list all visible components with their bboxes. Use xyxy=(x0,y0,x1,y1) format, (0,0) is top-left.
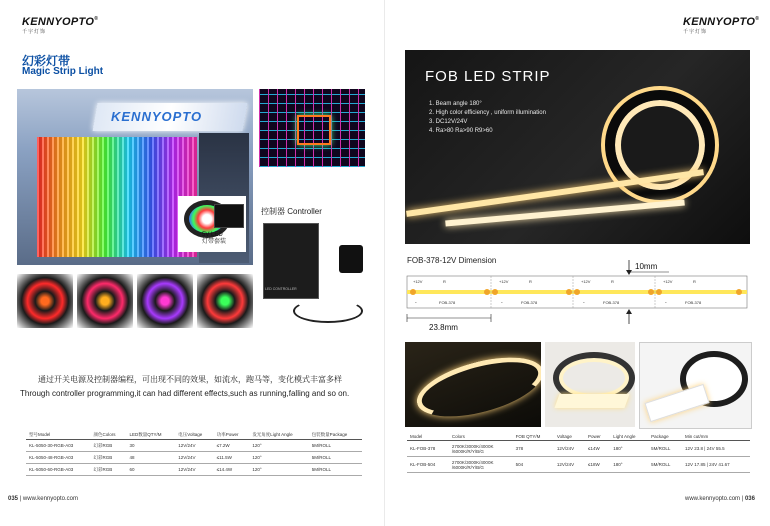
th-colors: 颜色Colors xyxy=(91,430,127,440)
th-voltage: 电压Voltage xyxy=(175,430,214,440)
brand-sub: 千宇灯饰 xyxy=(22,29,47,35)
dim-top-label: 10mm xyxy=(635,262,658,271)
cell: ≤14W xyxy=(585,441,610,457)
cell: 12V 23.8 | 24V 55.5 xyxy=(682,441,750,457)
feature-list xyxy=(429,100,546,136)
cell: KL-FOB-504 xyxy=(407,457,449,473)
spec-table-left xyxy=(26,430,362,476)
solder-pad xyxy=(574,289,580,295)
solder-pad xyxy=(492,289,498,295)
brand-sub: 千宇灯饰 xyxy=(683,29,708,35)
tunnel-center xyxy=(297,115,331,145)
cell: 180° xyxy=(610,457,648,473)
controller-photo xyxy=(259,221,367,325)
body-text-en: Through controller programming,it can had different effects,such as running,falling and so on. xyxy=(20,389,350,398)
th-package: 包装数量Package xyxy=(309,430,362,440)
cell: 5M/ROLL xyxy=(309,452,362,464)
website-left: www.kennyopto.com xyxy=(22,496,78,502)
solder-pad xyxy=(648,289,654,295)
footer-right: www.kennyopto.com | 036 xyxy=(685,496,755,502)
dim-bottom-label: 23.8mm xyxy=(429,323,458,332)
minus-mark: - xyxy=(583,300,585,306)
fob-strip-closeup xyxy=(644,384,709,422)
storefront-sign-text: KENNYOPTO xyxy=(111,109,203,124)
th-angle: Light Angle xyxy=(610,432,648,441)
solder-pad xyxy=(736,289,742,295)
brand-logo-right xyxy=(683,16,759,35)
fob-photo-2 xyxy=(545,342,635,427)
solder-pad xyxy=(410,289,416,295)
cell: 幻彩RGB xyxy=(91,452,127,464)
cell: KL-5050-30-RGB-A03 xyxy=(26,440,91,452)
th-power: 功率Power xyxy=(214,430,250,440)
cell: 5M/ROLL xyxy=(648,441,682,457)
cell: ≤7.2W xyxy=(214,440,250,452)
cell: 120° xyxy=(249,440,308,452)
cell: 5M/ROLL xyxy=(309,464,362,476)
cell: ≤14.4W xyxy=(214,464,250,476)
solder-pad xyxy=(566,289,572,295)
model-mark: FOB-378 xyxy=(603,300,620,305)
brand-name: KENNYOPTO xyxy=(683,16,756,28)
dimension-title: FOB-378-12V Dimension xyxy=(407,256,497,265)
plus-mark: +12V xyxy=(499,279,509,284)
cell: KL-5050-48-RGB-A03 xyxy=(26,452,91,464)
th-power: Power xyxy=(585,432,610,441)
th-angle: 发光角度Light Angle xyxy=(249,430,308,440)
page-title-cn: 幻彩灯带 xyxy=(22,54,71,68)
minus-mark: - xyxy=(665,300,667,306)
fob-wave-1 xyxy=(411,346,541,427)
cell: 504 xyxy=(513,457,554,473)
power-adapter xyxy=(339,245,363,273)
th-qty: FOB QTY/M xyxy=(513,432,554,441)
cell: 180° xyxy=(610,441,648,457)
brand-logo-left xyxy=(22,16,98,35)
cable xyxy=(293,299,363,323)
fob-photo-3 xyxy=(639,342,752,429)
dimension-diagram xyxy=(403,258,751,334)
cell: 2700K/3000K/4000K /6000K/R/Y/B/G xyxy=(449,457,513,473)
th-model: 型号Model xyxy=(26,430,91,440)
th-package: Package xyxy=(648,432,682,441)
cell: 5M/ROLL xyxy=(648,457,682,473)
reel-photo-4 xyxy=(197,274,253,328)
table-row xyxy=(26,464,362,476)
kit-box xyxy=(214,204,244,228)
cell: 幻彩RGB xyxy=(91,440,127,452)
spec-table-header xyxy=(407,432,750,441)
cell: 12V/24V xyxy=(175,464,214,476)
th-voltage: Voltage xyxy=(554,432,585,441)
fob-banner xyxy=(405,50,750,244)
dim-arrow-top-head xyxy=(626,270,632,275)
r-mark: R xyxy=(693,279,696,284)
th-mincut: Min cut/mm xyxy=(682,432,750,441)
table-row xyxy=(407,457,750,473)
website-right: www.kennyopto.com xyxy=(685,496,741,502)
cell: KL-FOB-378 xyxy=(407,441,449,457)
cell: KL-5050-60-RGB-A03 xyxy=(26,464,91,476)
r-mark: R xyxy=(529,279,532,284)
feature-item: 3. DC12V/24V xyxy=(429,119,468,125)
spec-table-right xyxy=(407,432,750,473)
r-mark: R xyxy=(443,279,446,284)
th-model: Model xyxy=(407,432,449,441)
cell: ≤18W xyxy=(585,457,610,473)
page-number-right: 036 xyxy=(744,496,755,502)
cell: ≤11.5W xyxy=(214,452,250,464)
table-row xyxy=(26,440,362,452)
spec-table-header xyxy=(26,430,362,440)
controller-label: 控制器 Controller xyxy=(261,207,322,216)
plus-mark: +12V xyxy=(413,279,423,284)
cell: 60 xyxy=(126,464,175,476)
right-page xyxy=(385,0,770,526)
minus-mark: - xyxy=(415,300,417,306)
cell: 2700K/3000K/4000K /6000K/R/Y/B/G xyxy=(449,441,513,457)
cell: 30 xyxy=(126,440,175,452)
reel-photo-3 xyxy=(137,274,193,328)
model-mark: FOB-378 xyxy=(521,300,538,305)
cell: 幻彩RGB xyxy=(91,464,127,476)
page-title-en: Magic Strip Light xyxy=(22,66,104,77)
fob-photo-1 xyxy=(405,342,541,427)
cell: 12V/24V xyxy=(175,452,214,464)
cell: 12V/24V xyxy=(554,441,585,457)
led-kit-photo xyxy=(178,196,246,252)
plus-mark: +12V xyxy=(663,279,673,284)
minus-mark: - xyxy=(501,300,503,306)
fob-strip-small xyxy=(554,394,629,408)
cell: 378 xyxy=(513,441,554,457)
cell: 120° xyxy=(249,464,308,476)
body-text-cn: 通过开关电源及控制器编程，可出现不同的效果，如流水，跑马等，变化模式丰富多样 xyxy=(38,375,342,384)
cell: 12V 17.85 | 24V 41.67 xyxy=(682,457,750,473)
controller-box-label: LED CONTROLLER xyxy=(265,287,297,291)
banner-title: FOB LED STRIP xyxy=(425,68,551,85)
feature-item: 2. High color efficiency , uniform illumination xyxy=(429,110,546,116)
cell: 12V/24V xyxy=(554,457,585,473)
brand-name: KENNYOPTO xyxy=(22,16,95,28)
r-mark: R xyxy=(611,279,614,284)
cell: 5M/ROLL xyxy=(309,440,362,452)
dim-arrow-bottom-head xyxy=(626,309,632,314)
feature-item: 4. Ra>80 Ra>90 R9>60 xyxy=(429,128,493,134)
brand-reg: ® xyxy=(755,16,760,22)
solder-pad xyxy=(656,289,662,295)
th-colors: Colors xyxy=(449,432,513,441)
tunnel-photo xyxy=(259,89,365,167)
solder-pad xyxy=(484,289,490,295)
model-mark: FOB-378 xyxy=(439,300,456,305)
footer-left: 035 | www.kennyopto.com xyxy=(8,496,78,502)
feature-item: 1. Beam angle 180° xyxy=(429,101,482,107)
rgb-wall-stripes xyxy=(37,137,197,257)
cell: 120° xyxy=(249,452,308,464)
brand-reg: ® xyxy=(94,16,99,22)
cell: 48 xyxy=(126,452,175,464)
page-number-left: 035 xyxy=(8,496,19,502)
reel-photo-2 xyxy=(77,274,133,328)
th-qty: LED数量QTY/M xyxy=(126,430,175,440)
cell: 12V/24V xyxy=(175,440,214,452)
led-kit-caption: 5V LED 灯带套装 xyxy=(202,232,227,245)
reel-photo-1 xyxy=(17,274,73,328)
plus-mark: +12V xyxy=(581,279,591,284)
model-mark: FOB-378 xyxy=(685,300,702,305)
table-row xyxy=(26,452,362,464)
table-row xyxy=(407,441,750,457)
